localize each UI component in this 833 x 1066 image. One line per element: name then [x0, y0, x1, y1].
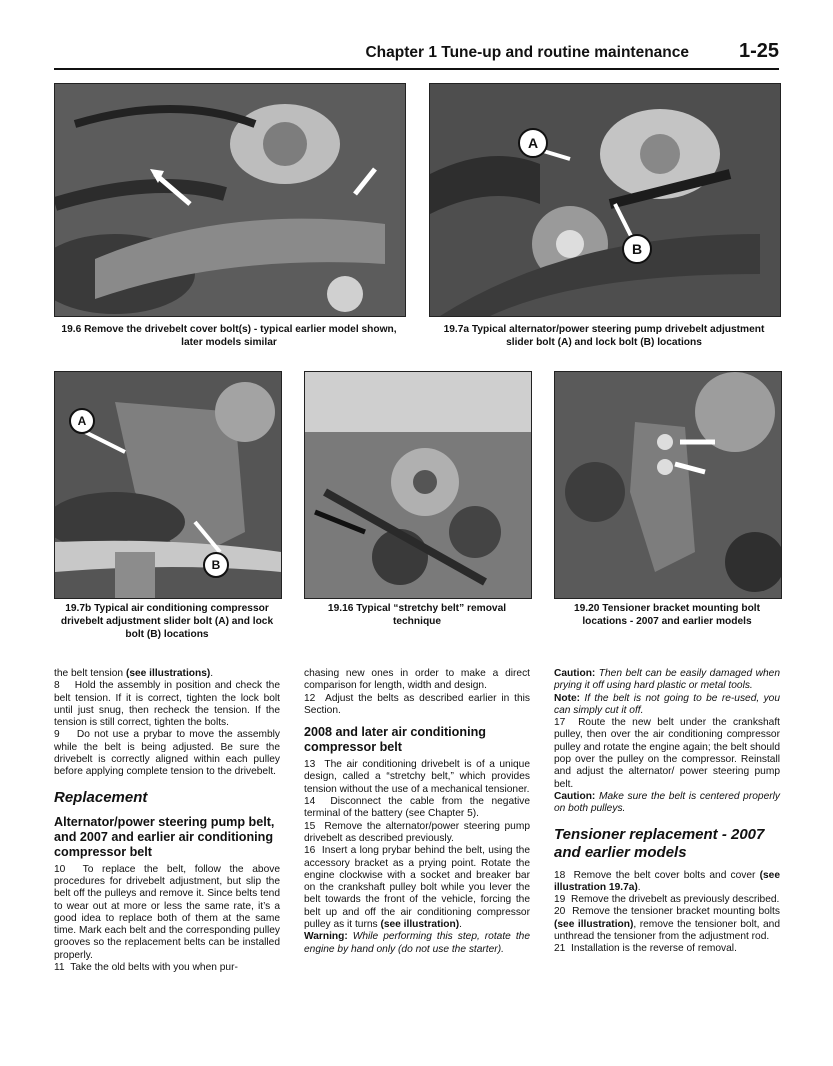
page-number: 1-25 [738, 40, 779, 62]
caution: Caution: Make sure the belt is centered properly on both pulleys. [554, 790, 780, 815]
paragraph: 12 Adjust the belts as described earlier in this Section. [304, 692, 530, 716]
paragraph: 11 Take the old belts with you when pur- [54, 962, 238, 974]
callout-a: A [69, 408, 95, 434]
note: Note: If the belt is not going to be re-used, you can simply cut it off. [554, 692, 780, 716]
photo-19-20 [554, 371, 782, 599]
callout-a: A [518, 128, 548, 158]
paragraph: 17 Route the new belt under the crankshaft pulley, then over the air conditioning compressor pulley and rotate the engine again; the belt should pop over the pulley on the compressor. Reinstall and adjust the alternator/ power steering pump belt. [554, 717, 780, 790]
paragraph: 19 Remove the drivebelt as previously described. [554, 894, 780, 906]
caption-19-20: 19.20 Tensioner bracket mounting bolt locations - 2007 and earlier models [573, 603, 761, 627]
caption-19-7b: 19.7b Typical air conditioning compressor drivebelt adjustment slider bolt (A) and lock bolt (B) locations [60, 603, 274, 640]
warning: Warning: While performing this step, rotate the engine by hand only (do not use the starter). [304, 931, 530, 955]
photo-19-7a [429, 83, 781, 317]
heading-2008-ac-belt: 2008 and later air conditioning compressor belt [304, 725, 486, 755]
page-header [54, 38, 779, 70]
paragraph: 14 Disconnect the cable from the negative terminal of the battery (see Chapter 5). [304, 796, 530, 820]
paragraph: 10 To replace the belt, follow the above procedures for drivebelt adjustment, but slip the belt off the pulleys and remove it. Since belts tend to wear out at more or less the same rate, it’s a good idea to replace both of them at the same time. Mark each belt and the corresponding pulley grooves so the replacement belts can be installed properly. [54, 863, 280, 961]
paragraph: chasing new ones in order to make a direct comparison for length, width and design. [304, 668, 530, 692]
paragraph: the belt tension (see illustrations). [54, 668, 214, 679]
callout-b: B [203, 552, 229, 578]
text-column-2 [304, 668, 530, 956]
paragraph: 21 Installation is the reverse of removal. [554, 943, 737, 955]
paragraph: 18 Remove the belt cover bolts and cover (see illustration 19.7a). [554, 869, 780, 893]
chapter-title: Chapter 1 Tune-up and routine maintenance [365, 44, 689, 61]
paragraph: 9 Do not use a prybar to move the assembly while the belt is being adjusted. Be sure the drivebelt is correctly aligned within each pulley before applying complete tension to the drivebelt. [54, 729, 280, 778]
heading-tensioner-replacement: Tensioner replacement - 2007 and earlier models [554, 825, 765, 861]
heading-alternator-belt: Alternator/power steering pump belt, and 2007 and earlier air conditioning compressor belt [54, 814, 275, 859]
paragraph: 15 Remove the alternator/power steering pump drivebelt as described previously. [304, 820, 530, 844]
paragraph: 8 Hold the assembly in position and check the belt tension. If it is correct, tighten the lock bolt until just snug, then recheck the tension. If the tension is still correct, tighten the bolts. [54, 680, 280, 729]
paragraph: 16 Insert a long prybar behind the belt, using the accessory bracket as a prying point. Rotate the engine clockwise with a socket and breaker bar on the crankshaft pulley bolt while you lever the belt towards the front of the vehicle, forcing the belt up and off the air conditioning compressor pulley as it turns (see illustration). [304, 845, 530, 931]
callout-b: B [622, 234, 652, 264]
text-column-1 [54, 668, 280, 974]
caption-19-7a: 19.7a Typical alternator/power steering pump drivebelt adjustment slider bolt (A) and lock bolt (B) locations [443, 324, 765, 348]
heading-replacement: Replacement [54, 788, 148, 806]
caution: Caution: Then belt can be easily damaged when prying it off using hard plastic or metal tools. [554, 668, 780, 692]
caption-19-16: 19.16 Typical “stretchy belt” removal technique [327, 603, 507, 627]
caption-19-6: 19.6 Remove the drivebelt cover bolt(s) - typical earlier model shown, later models similar [61, 324, 397, 348]
text-column-3 [554, 668, 780, 956]
photo-19-16 [304, 371, 532, 599]
paragraph: 20 Remove the tensioner bracket mounting bolts (see illustration), remove the tensioner bolt, and unthread the tensioner from the adjustment rod. [554, 906, 780, 943]
paragraph: 13 The air conditioning drivebelt is of a unique design, called a “stretchy belt,” which provides tension without the use of a mechanical tensioner. [304, 759, 530, 795]
photo-19-7b [54, 371, 282, 599]
photo-19-6 [54, 83, 406, 317]
